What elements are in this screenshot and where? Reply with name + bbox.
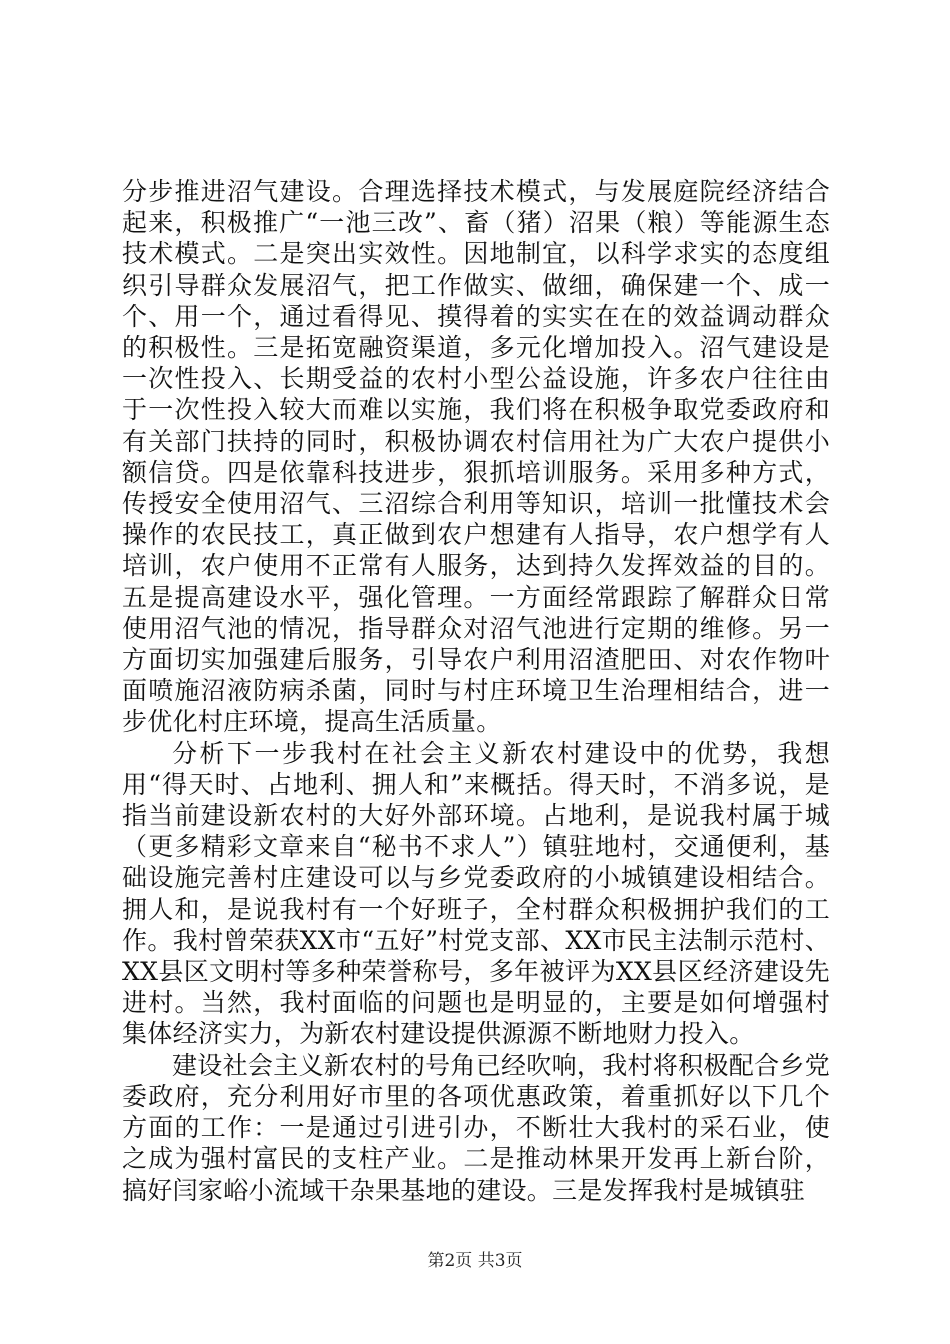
paragraph-2: 分析下一步我村在社会主义新农村建设中的优势，我想用“得天时、占地利、拥人和”来概括。得天时，不消多说，是指当前建设新农村的大好外部环境。占地利，是说我村属于城（更多精彩文章来自“秘书不求人”）镇驻地村，交通便利，基础设施完善村庄建设可以与乡党委政府的小城镇建设相结合。拥人和，是说我村有一个好班子，全村群众积极拥护我们的工作。我村曾荣获XX市“五好”村党支部、XX市民主法制示范村、XX县区文明村等多种荣誉称号，多年被评为XX县区经济建设先进村。当然，我村面临的问题也是明显的，主要是如何增强村集体经济实力，为新农村建设提供源源不断地财力投入。 bbox=[122, 738, 830, 1049]
paragraph-1: 分步推进沼气建设。合理选择技术模式，与发展庭院经济结合起来，积极推广“一池三改”、畜（猪）沼果（粮）等能源生态技术模式。二是突出实效性。因地制宜，以科学求实的态度组织引导群众发展沼气，把工作做实、做细，确保建一个、成一个、用一个，通过看得见、摸得着的实实在在的效益调动群众的积极性。三是拓宽融资渠道，多元化增加投入。沼气建设是一次性投入、长期受益的农村小型公益设施，许多农户往往由于一次性投入较大而难以实施，我们将在积极争取党委政府和有关部门扶持的同时，积极协调农村信用社为广大农户提供小额信贷。四是依靠科技进步，狠抓培训服务。采用多种方式，传授安全使用沼气、三沼综合利用等知识，培训一批懂技术会操作的农民技工，真正做到农户想建有人指导，农户想学有人培训，农户使用不正常有人服务，达到持久发挥效益的目的。五是提高建设水平，强化管理。一方面经常跟踪了解群众日常使用沼气池的情况，指导群众对沼气池进行定期的维修。另一方面切实加强建后服务，引导农户利用沼渣肥田、对农作物叶面喷施沼液防病杀菌，同时与村庄环境卫生治理相结合，进一步优化村庄环境，提高生活质量。 bbox=[122, 177, 830, 737]
page-number-footer: 第2页 共3页 bbox=[427, 1251, 523, 1271]
paragraph-3: 建设社会主义新农村的号角已经吹响，我村将积极配合乡党委政府，充分利用好市里的各项优惠政策，着重抓好以下几个方面的工作：一是通过引进引办，不断壮大我村的采石业，使之成为强村富民的支柱产业。二是推动林果开发再上新台阶，搞好闫家峪小流域干杂果基地的建设。三是发挥我村是城镇驻 bbox=[122, 1050, 830, 1205]
document-body bbox=[122, 176, 830, 1206]
